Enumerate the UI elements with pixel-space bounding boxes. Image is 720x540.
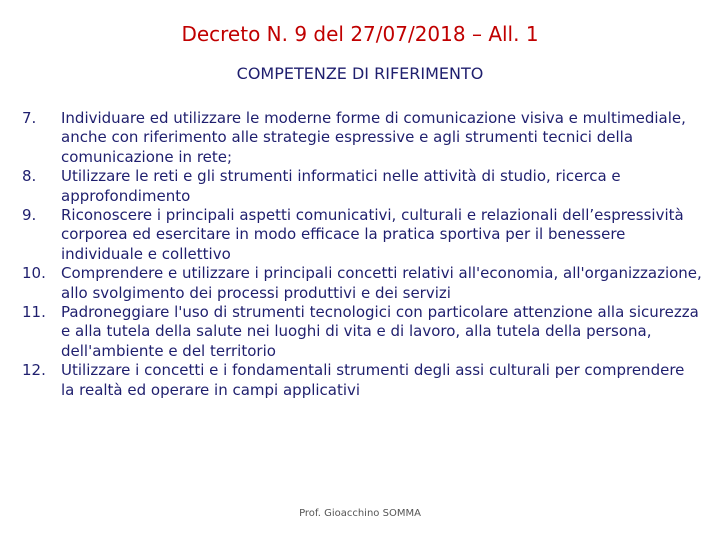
list-item [22, 109, 702, 167]
item-number: 11. [22, 303, 46, 322]
item-text: Padroneggiare l'uso di strumenti tecnologici con particolare attenzione alla sicurezza e alla tutela della salute nei luoghi di vita e di lavoro, alla tutela della persona, dell'ambiente e del territorio [61, 303, 699, 360]
list-item [22, 264, 702, 303]
item-number: 10. [22, 264, 46, 283]
slide-subtitle: COMPETENZE DI RIFERIMENTO [236, 64, 484, 83]
item-text: Riconoscere i principali aspetti comunicativi, culturali e relazionali dell’espressività corporea ed esercitare in modo efficace la pratica sportiva per il benessere individuale e collettivo [61, 206, 684, 263]
item-text: Comprendere e utilizzare i principali concetti relativi all'economia, all'organizzazione, allo svolgimento dei processi produttivi e dei servizi [61, 264, 702, 302]
author-footer: Prof. Gioacchino SOMMA [299, 508, 421, 519]
item-text: Utilizzare le reti e gli strumenti informatici nelle attività di studio, ricerca e approfondimento [61, 167, 621, 205]
item-number: 12. [22, 361, 46, 380]
list-item [22, 361, 702, 400]
list-item [22, 206, 702, 264]
item-number: 8. [22, 167, 37, 186]
competence-list [22, 109, 702, 400]
item-text: Individuare ed utilizzare le moderne forme di comunicazione visiva e multimediale, anche con riferimento alle strategie espressive e agli strumenti tecnici della comunicazione in rete; [61, 109, 686, 166]
list-item [22, 167, 702, 206]
item-number: 9. [22, 206, 37, 225]
slide-title: Decreto N. 9 del 27/07/2018 – All. 1 [181, 22, 539, 46]
item-number: 7. [22, 109, 37, 127]
item-text: Utilizzare i concetti e i fondamentali strumenti degli assi culturali per comprendere la realtà ed operare in campi applicativi [61, 361, 685, 399]
list-item [22, 303, 702, 361]
